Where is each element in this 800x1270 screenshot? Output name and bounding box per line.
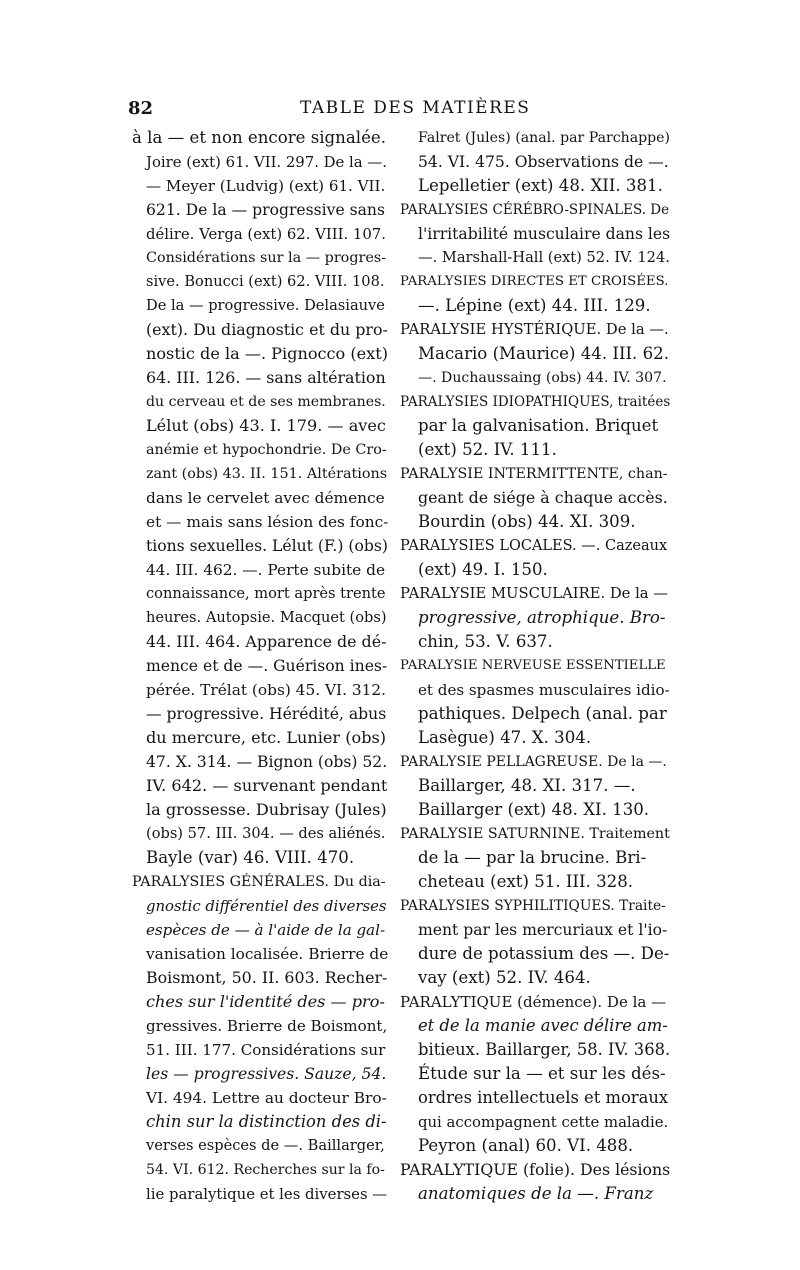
text-line: et des spasmes musculaires idio- [418,681,670,699]
text-line: à la — et non encore signalée. [132,128,386,147]
text-line: (obs) 57. III. 304. — des aliénés. [146,825,386,842]
text-line: dure de potassium des —. De- [418,944,670,963]
text-line: (ext). Du diagnostic et du pro- [146,320,388,339]
text-line: ches sur l'identité des — pro- [146,992,385,1011]
text-line: par la galvanisation. Briquet [418,416,659,435]
text-line: du cerveau et de ses membranes. [146,394,386,410]
text-line: 44. III. 462. —. Perte subite de [146,561,386,579]
text-line: anatomiques de la —. Franz [418,1184,654,1203]
text-line: Lepelletier (ext) 48. XII. 381. [418,176,663,195]
page-number: 82 [128,98,154,119]
text-line: — Meyer (Ludvig) (ext) 61. VII. [146,177,386,195]
page-header [0,98,800,122]
text-line: 54. VI. 612. Recherches sur la fo- [146,1162,385,1178]
text-line: vay (ext) 52. IV. 464. [418,968,591,987]
text-line: et — mais sans lésion des fonc- [146,513,389,531]
text-line: ordres intellectuels et moraux [418,1088,669,1107]
text-line: 54. VI. 475. Observations de —. [418,153,669,171]
text-line: Falret (Jules) (anal. par Parchappe) [418,130,670,146]
text-line: mence et de —. Guérison ines- [146,657,388,675]
text-line: de la — par la brucine. Bri- [418,848,647,867]
text-line: délire. Verga (ext) 62. VIII. 107. [146,225,386,243]
text-line: 621. De la — progressive sans [146,201,385,219]
index-heading: PARALYSIES GÉNÉRALES. Du dia- [132,874,386,890]
text-line: connaissance, mort après trente [146,585,386,602]
text-line: les — progressives. Sauze, 54. [146,1065,387,1083]
text-line: 44. III. 464. Apparence de dé- [146,632,387,651]
text-line: De la — progressive. Delasiauve [146,297,385,314]
text-line: espèces de — à l'aide de la gal- [146,921,386,939]
text-line: pathiques. Delpech (anal. par [418,704,667,723]
text-line: 51. III. 177. Considérations sur [146,1041,386,1059]
text-line: IV. 642. — survenant pendant [146,776,388,795]
text-line: Baillarger (ext) 48. XI. 130. [418,800,650,819]
text-line: (ext) 49. I. 150. [418,560,548,579]
text-line: Étude sur la — et sur les dés- [418,1064,666,1083]
text-line: heures. Autopsie. Macquet (obs) [146,609,387,626]
index-heading: PARALYSIE HYSTÉRIQUE. De la —. [400,321,669,338]
text-line: Considérations sur la — progres- [146,250,387,266]
text-line: dans le cervelet avec démence [146,489,385,507]
text-line: tions sexuelles. Lélut (F.) (obs) [146,537,388,555]
text-line: —. Marshall-Hall (ext) 52. IV. 124. [418,249,670,266]
index-heading: PARALYTIQUE (démence). De la — [400,993,667,1011]
text-line: du mercure, etc. Lunier (obs) [146,728,387,747]
text-line: Baillarger, 48. XI. 317. —. [418,776,636,795]
text-line: cheteau (ext) 51. III. 328. [418,872,634,891]
text-line: verses espèces de —. Baillarger, [146,1137,385,1154]
index-heading: PARALYSIES DIRECTES ET CROISÉES. [400,274,669,289]
index-heading: PARALYSIE PELLAGREUSE. De la —. [400,754,667,770]
text-line: gressives. Brierre de Boismont, [146,1017,388,1035]
text-line: —. Duchaussaing (obs) 44. IV. 307. [418,370,667,386]
text-line: Bayle (var) 46. VIII. 470. [146,848,355,867]
text-line: Lélut (obs) 43. I. 179. — avec [146,416,386,435]
text-line: chin, 53. V. 637. [418,632,553,651]
text-line: gnostic différentiel des diverses [146,897,387,915]
text-line: Bourdin (obs) 44. XI. 309. [418,512,636,531]
text-line: nostic de la —. Pignocco (ext) [146,344,388,363]
running-title: TABLE DES MATIÈRES [300,98,531,118]
right-column [400,126,670,1206]
text-line: qui accompagnent cette maladie. [418,1113,669,1131]
index-heading: PARALYSIES IDIOPATHIQUES, traitées [400,394,671,410]
text-line: progressive, atrophique. Bro- [418,608,666,627]
text-line: anémie et hypochondrie. De Cro- [146,442,387,458]
text-line: l'irritabilité musculaire dans les [418,225,671,243]
text-line: VI. 494. Lettre au docteur Bro- [146,1089,387,1107]
index-heading: PARALYSIE INTERMITTENTE, chan- [400,466,668,482]
text-line: —. Lépine (ext) 44. III. 129. [418,296,651,315]
text-line: vanisation localisée. Brierre de [146,945,389,963]
text-line: 64. III. 126. — sans altération [146,368,386,387]
text-line: pérée. Trélat (obs) 45. VI. 312. [146,681,387,699]
text-line: (ext) 52. IV. 111. [418,440,557,459]
text-line: la grossesse. Dubrisay (Jules) [146,800,387,819]
index-heading: PARALYSIE MUSCULAIRE. De la — [400,585,669,602]
text-line: — progressive. Hérédité, abus [146,705,387,723]
index-heading: PARALYTIQUE (folie). Des lésions [400,1160,671,1179]
text-line: Peyron (anal) 60. VI. 488. [418,1136,634,1155]
text-line: sive. Bonucci (ext) 62. VIII. 108. [146,273,385,290]
index-heading: PARALYSIES SYPHILITIQUES. Traite- [400,898,666,914]
index-heading: PARALYSIE NERVEUSE ESSENTIELLE [400,658,666,673]
text-line: zant (obs) 43. II. 151. Altérations [146,466,388,482]
text-line: 47. X. 314. — Bignon (obs) 52. [146,753,388,771]
text-line: ment par les mercuriaux et l'io- [418,921,668,939]
text-line: bitieux. Baillarger, 58. IV. 368. [418,1040,671,1059]
text-line: geant de siége à chaque accès. [418,488,668,507]
left-column [132,126,388,1206]
text-line: Joire (ext) 61. VII. 297. De la —. [146,153,387,171]
text-line: chin sur la distinction des di- [146,1112,387,1131]
index-heading: PARALYSIES CÉRÉBRO-SPINALES. De [400,202,670,218]
text-line: Boismont, 50. II. 603. Recher- [146,968,388,987]
index-heading: PARALYSIE SATURNINE. Traitement [400,826,670,842]
index-heading: PARALYSIES LOCALES. —. Cazeaux [400,538,668,554]
text-line: Macario (Maurice) 44. III. 62. [418,344,669,363]
text-line: lie paralytique et les diverses — [146,1185,388,1203]
text-line: Lasègue) 47. X. 304. [418,728,592,747]
text-line: et de la manie avec délire am- [418,1016,668,1035]
